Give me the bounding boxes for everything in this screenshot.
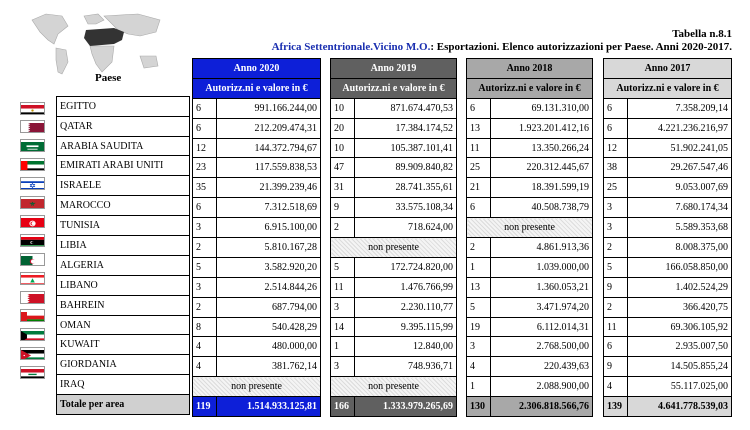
value-euro: 9.053.007,69	[628, 178, 732, 198]
totals-label: Totale per area	[57, 395, 190, 415]
authorizations-count: 6	[193, 198, 217, 218]
value-euro: 7.312.518,69	[217, 198, 321, 218]
authorizations-count: 23	[193, 158, 217, 178]
table-row	[331, 218, 457, 238]
table-row	[467, 118, 593, 138]
value-euro: 381.762,14	[217, 357, 321, 377]
table-row	[193, 238, 321, 258]
egypt-flag-icon	[20, 102, 45, 115]
year-header: Anno 2020	[193, 59, 321, 79]
value-euro: 4.861.913,36	[491, 238, 593, 258]
totals-row	[467, 397, 593, 417]
value-euro: 212.209.474,31	[217, 118, 321, 138]
authorizations-count: 1	[467, 377, 491, 397]
table-2018	[466, 58, 593, 417]
value-euro: 144.372.794,67	[217, 138, 321, 158]
authorizations-count: 3	[193, 277, 217, 297]
value-euro: 166.058.850,00	[628, 257, 732, 277]
authorizations-count: 3	[193, 218, 217, 238]
value-euro: 871.674.470,53	[355, 98, 457, 118]
value-euro: 2.230.110,77	[355, 297, 457, 317]
value-euro: 4.221.236.216,97	[628, 118, 732, 138]
authorizations-count: 20	[331, 118, 355, 138]
value-euro: 105.387.101,41	[355, 138, 457, 158]
table-row	[193, 98, 321, 118]
authorizations-count: 6	[467, 98, 491, 118]
country-table	[56, 58, 190, 415]
total-authorizations: 130	[467, 397, 491, 417]
authorizations-count: 6	[604, 337, 628, 357]
not-present-cell: non presente	[331, 238, 457, 258]
value-euro: 1.402.524,29	[628, 277, 732, 297]
qatar-flag-icon	[20, 120, 45, 133]
table-row	[467, 277, 593, 297]
value-euro: 33.575.108,34	[355, 198, 457, 218]
country-header: Paese	[95, 72, 122, 84]
bahrain-flag-icon	[20, 291, 45, 304]
tunisia-flag-icon	[20, 215, 45, 228]
total-authorizations: 166	[331, 397, 355, 417]
authorizations-count: 4	[193, 337, 217, 357]
value-euro: 2.935.007,50	[628, 337, 732, 357]
table-row	[193, 178, 321, 198]
jordan-flag-icon	[20, 347, 45, 360]
value-euro: 17.384.174,52	[355, 118, 457, 138]
country-name: IRAQ	[57, 375, 190, 395]
table-row	[604, 238, 732, 258]
table-row	[193, 218, 321, 238]
authorizations-count: 6	[467, 198, 491, 218]
table-row	[57, 335, 190, 355]
table-row	[604, 277, 732, 297]
totals-row	[604, 397, 732, 417]
authorizations-count: 5	[193, 257, 217, 277]
authorizations-count: 10	[331, 138, 355, 158]
value-euro: 220.439,63	[491, 357, 593, 377]
table-row	[331, 277, 457, 297]
table-row	[604, 198, 732, 218]
value-euro: 21.399.239,46	[217, 178, 321, 198]
authorizations-count: 2	[604, 297, 628, 317]
country-name: LIBIA	[57, 236, 190, 256]
table-row	[331, 198, 457, 218]
value-euro: 28.741.355,61	[355, 178, 457, 198]
authorizations-count: 38	[604, 158, 628, 178]
table-row	[467, 337, 593, 357]
table-row	[331, 317, 457, 337]
authorizations-count: 4	[193, 357, 217, 377]
value-euro: 8.008.375,00	[628, 238, 732, 258]
authorizations-count: 21	[467, 178, 491, 198]
value-euro: 480.000,00	[217, 337, 321, 357]
year-header: Anno 2018	[467, 59, 593, 79]
value-euro: 40.508.738,79	[491, 198, 593, 218]
authorizations-count: 8	[193, 317, 217, 337]
kuwait-flag-icon	[20, 328, 45, 341]
table-2017	[603, 58, 732, 417]
year-header: Anno 2017	[604, 59, 732, 79]
value-euro: 7.358.209,14	[628, 98, 732, 118]
title-rest: : Esportazioni. Elenco autorizzazioni per Paese. Anni 2020-2017.	[430, 41, 732, 53]
table-row	[604, 178, 732, 198]
table-row	[331, 178, 457, 198]
value-euro: 5.810.167,28	[217, 238, 321, 258]
table-row	[467, 297, 593, 317]
iraq-flag-icon	[20, 366, 45, 379]
authorizations-count: 13	[467, 277, 491, 297]
value-euro: 718.624,00	[355, 218, 457, 238]
totals-row	[193, 397, 321, 417]
country-name: LIBANO	[57, 275, 190, 295]
not-present-cell: non presente	[467, 218, 593, 238]
authorizations-count: 2	[331, 218, 355, 238]
country-name: EMIRATI ARABI UNITI	[57, 156, 190, 176]
value-euro: 69.306.105,92	[628, 317, 732, 337]
value-euro: 55.117.025,00	[628, 377, 732, 397]
table-row	[193, 257, 321, 277]
not-present-cell: non presente	[193, 377, 321, 397]
country-name: TUNISIA	[57, 216, 190, 236]
value-euro: 991.166.244,00	[217, 98, 321, 118]
subheader-authorizations-value: Autorizz.ni e valore in €	[193, 78, 321, 98]
table-row	[57, 196, 190, 216]
authorizations-count: 6	[604, 118, 628, 138]
value-euro: 29.267.547,46	[628, 158, 732, 178]
value-euro: 3.582.920,20	[217, 257, 321, 277]
subheader-authorizations-value: Autorizz.ni e valore in €	[604, 78, 732, 98]
value-euro: 2.768.500,00	[491, 337, 593, 357]
authorizations-count: 10	[331, 98, 355, 118]
authorizations-count: 13	[467, 118, 491, 138]
table-row	[331, 238, 457, 258]
country-name: OMAN	[57, 315, 190, 335]
uae-flag-icon	[20, 158, 45, 171]
saudi-flag-icon	[20, 139, 45, 152]
table-row	[604, 317, 732, 337]
table-row	[193, 317, 321, 337]
table-row	[331, 138, 457, 158]
authorizations-count: 9	[604, 357, 628, 377]
authorizations-count: 11	[331, 277, 355, 297]
authorizations-count: 47	[331, 158, 355, 178]
authorizations-count: 31	[331, 178, 355, 198]
value-euro: 12.840,00	[355, 337, 457, 357]
table-row	[604, 118, 732, 138]
table-row	[467, 317, 593, 337]
table-row	[604, 138, 732, 158]
country-name: EGITTO	[57, 96, 190, 116]
not-present-cell: non presente	[331, 377, 457, 397]
total-authorizations: 119	[193, 397, 217, 417]
country-name: KUWAIT	[57, 335, 190, 355]
table-row	[604, 297, 732, 317]
table-row	[331, 118, 457, 138]
table-row	[604, 158, 732, 178]
value-euro: 14.505.855,24	[628, 357, 732, 377]
table-row	[604, 377, 732, 397]
total-value-euro: 4.641.778.539,03	[628, 397, 732, 417]
authorizations-count: 3	[331, 297, 355, 317]
country-name: BAHREIN	[57, 295, 190, 315]
authorizations-count: 12	[604, 138, 628, 158]
authorizations-count: 2	[467, 238, 491, 258]
oman-flag-icon	[20, 309, 45, 322]
value-euro: 6.112.014,31	[491, 317, 593, 337]
israel-flag-icon	[20, 177, 45, 190]
value-euro: 5.589.353,68	[628, 218, 732, 238]
table-title	[272, 41, 732, 53]
table-row	[467, 98, 593, 118]
value-euro: 13.350.266,24	[491, 138, 593, 158]
country-name: MAROCCO	[57, 196, 190, 216]
country-name: QATAR	[57, 116, 190, 136]
totals-row	[331, 397, 457, 417]
table-number: Tabella n.8.1	[672, 28, 732, 40]
value-euro: 2.088.900,00	[491, 377, 593, 397]
authorizations-count: 1	[467, 257, 491, 277]
value-euro: 7.680.174,34	[628, 198, 732, 218]
country-name: ARABIA SAUDITA	[57, 136, 190, 156]
value-euro: 2.514.844,26	[217, 277, 321, 297]
authorizations-count: 1	[331, 337, 355, 357]
value-euro: 1.360.053,21	[491, 277, 593, 297]
table-row	[193, 277, 321, 297]
authorizations-count: 3	[331, 357, 355, 377]
authorizations-count: 3	[604, 198, 628, 218]
value-euro: 366.420,75	[628, 297, 732, 317]
table-2020	[192, 58, 321, 417]
authorizations-count: 9	[604, 277, 628, 297]
table-row	[193, 138, 321, 158]
value-euro: 3.471.974,20	[491, 297, 593, 317]
authorizations-count: 11	[604, 317, 628, 337]
table-row	[467, 158, 593, 178]
subheader-authorizations-value: Autorizz.ni e valore in €	[467, 78, 593, 98]
authorizations-count: 2	[193, 238, 217, 258]
table-row	[467, 377, 593, 397]
lebanon-flag-icon	[20, 272, 45, 285]
authorizations-count: 12	[193, 138, 217, 158]
authorizations-count: 25	[604, 178, 628, 198]
authorizations-count: 5	[331, 257, 355, 277]
table-row	[331, 357, 457, 377]
authorizations-count: 25	[467, 158, 491, 178]
table-row	[57, 255, 190, 275]
table-row	[193, 158, 321, 178]
table-row	[57, 176, 190, 196]
table-row	[331, 337, 457, 357]
value-euro: 172.724.820,00	[355, 257, 457, 277]
country-name: GIORDANIA	[57, 355, 190, 375]
authorizations-count: 5	[467, 297, 491, 317]
table-row	[467, 178, 593, 198]
value-euro: 9.395.115,99	[355, 317, 457, 337]
table-row	[604, 218, 732, 238]
table-row	[193, 337, 321, 357]
table-row	[604, 357, 732, 377]
authorizations-count: 9	[331, 198, 355, 218]
table-row	[467, 198, 593, 218]
country-name: ALGERIA	[57, 255, 190, 275]
total-value-euro: 1.333.979.265,69	[355, 397, 457, 417]
totals-row	[57, 395, 190, 415]
total-authorizations: 139	[604, 397, 628, 417]
value-euro: 69.131.310,00	[491, 98, 593, 118]
authorizations-count: 19	[467, 317, 491, 337]
table-row	[57, 275, 190, 295]
value-euro: 748.936,71	[355, 357, 457, 377]
table-row	[331, 98, 457, 118]
authorizations-count: 35	[193, 178, 217, 198]
table-row	[193, 118, 321, 138]
table-row	[604, 98, 732, 118]
table-row	[467, 238, 593, 258]
libya-flag-icon	[20, 234, 45, 247]
authorizations-count: 5	[604, 257, 628, 277]
table-row	[193, 357, 321, 377]
algeria-flag-icon	[20, 253, 45, 266]
value-euro: 89.909.840,82	[355, 158, 457, 178]
authorizations-count: 14	[331, 317, 355, 337]
table-row	[331, 257, 457, 277]
authorizations-count: 3	[467, 337, 491, 357]
table-row	[57, 156, 190, 176]
table-row	[57, 355, 190, 375]
authorizations-count: 6	[193, 98, 217, 118]
morocco-flag-icon	[20, 196, 45, 209]
table-row	[604, 337, 732, 357]
authorizations-count: 3	[604, 218, 628, 238]
value-euro: 6.915.100,00	[217, 218, 321, 238]
value-euro: 1.476.766,99	[355, 277, 457, 297]
value-euro: 51.902.241,05	[628, 138, 732, 158]
table-row	[331, 158, 457, 178]
authorizations-count: 2	[193, 297, 217, 317]
table-row	[331, 377, 457, 397]
table-row	[604, 257, 732, 277]
title-region: Africa Settentrionale.Vicino M.O.	[271, 41, 431, 53]
table-row	[467, 218, 593, 238]
year-header: Anno 2019	[331, 59, 457, 79]
value-euro: 540.428,29	[217, 317, 321, 337]
country-name: ISRAELE	[57, 176, 190, 196]
value-euro: 117.559.838,53	[217, 158, 321, 178]
table-row	[57, 216, 190, 236]
table-row	[57, 236, 190, 256]
value-euro: 687.794,00	[217, 297, 321, 317]
table-row	[193, 297, 321, 317]
authorizations-count: 2	[604, 238, 628, 258]
total-value-euro: 1.514.933.125,81	[217, 397, 321, 417]
authorizations-count: 6	[604, 98, 628, 118]
table-row	[467, 357, 593, 377]
subheader-authorizations-value: Autorizz.ni e valore in €	[331, 78, 457, 98]
authorizations-count: 6	[193, 118, 217, 138]
authorizations-count: 11	[467, 138, 491, 158]
table-row	[57, 96, 190, 116]
value-euro: 18.391.599,19	[491, 178, 593, 198]
table-row	[193, 198, 321, 218]
table-row	[57, 136, 190, 156]
table-2019	[330, 58, 457, 417]
table-row	[57, 116, 190, 136]
total-value-euro: 2.306.818.566,76	[491, 397, 593, 417]
table-row	[57, 375, 190, 395]
value-euro: 1.923.201.412,16	[491, 118, 593, 138]
value-euro: 1.039.000,00	[491, 257, 593, 277]
authorizations-count: 4	[467, 357, 491, 377]
table-row	[57, 315, 190, 335]
table-row	[467, 257, 593, 277]
authorizations-count: 4	[604, 377, 628, 397]
table-row	[331, 297, 457, 317]
table-row	[467, 138, 593, 158]
table-row	[57, 295, 190, 315]
value-euro: 220.312.445,67	[491, 158, 593, 178]
table-row	[193, 377, 321, 397]
